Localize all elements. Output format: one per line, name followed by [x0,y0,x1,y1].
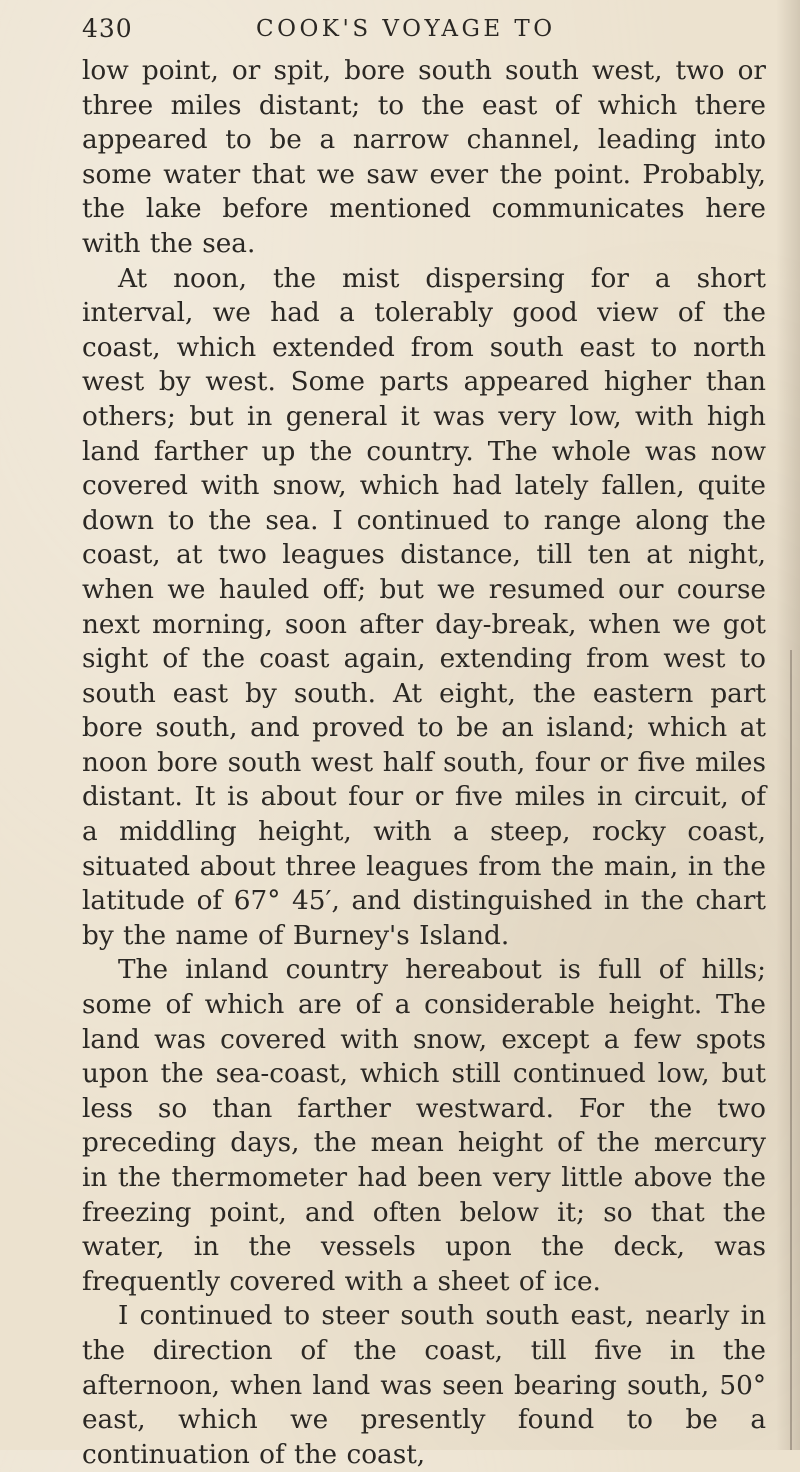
paragraph-3: The inland country hereabout is full of hills; some of which are of a considerable height. The land was covered with snow, except a few spots upon the sea-coast, which still continued low, but less so than farther westward. For the two preceding days, the mean height of the mercury in the thermometer had been very little above the freezing point, and often below it; so that the water, in the vessels upon the deck, was frequently covered with a sheet of ice. [82,955,766,1297]
page-edge-shadow [776,0,800,1450]
paragraph-4: I continued to steer south south east, nearly in the direction of the coast, till five in the afternoon, when land was seen bearing south, 50° east, which we presently found to be a continuation of the coast, [82,1301,766,1470]
page-number: 430 [82,14,133,43]
running-head: COOK'S VOYAGE TO [256,16,556,42]
book-page [52,8,768,1472]
page-edge-line [790,650,792,1450]
paragraph-1: low point, or spit, bore south south west, two or three miles distant; to the east of which there appeared to be a narrow channel, leading into some water that we saw ever the point. Probably, the lake before mentioned communicates here with the sea. [82,56,766,259]
body-text [52,54,766,1472]
paragraph-2: At noon, the mist dispersing for a short interval, we had a tolerably good view of the coast, which extended from south east to north west by west. Some parts appeared higher than others; but in general it was very low, with high land farther up the country. The whole was now covered with snow, which had lately fallen, quite down to the sea. I continued to range along the coast, at two leagues distance, till ten at night, when we hauled off; but we resumed our course next morning, soon after day-break, when we got sight of the coast again, extending from west to south east by south. At eight, the eastern part bore south, and proved to be an island; which at noon bore south west half south, four or five miles distant. It is about four or five miles in circuit, of a middling height, with a steep, rocky coast, situated about three leagues from the main, in the latitude of 67° 45′, and distinguished in the chart by the name of Burney's Island. [82,263,766,951]
page-header [52,8,768,54]
